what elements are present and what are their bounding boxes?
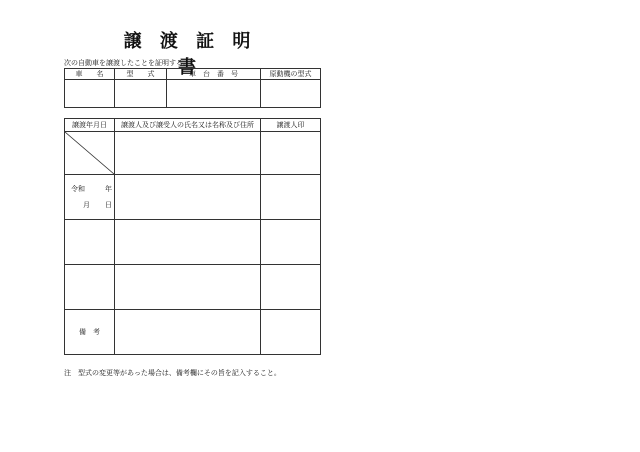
header-chassis-number: 車 台 番 号 [167, 69, 261, 80]
transfer-row [65, 265, 321, 310]
parties-field[interactable] [115, 220, 261, 265]
intro-text: 次の自動車を譲渡したことを証明する。 [64, 59, 190, 67]
seal-field[interactable] [261, 265, 321, 310]
transfer-row [65, 175, 321, 220]
header-car-name: 車 名 [65, 69, 115, 80]
seal-field[interactable] [261, 175, 321, 220]
transfer-date-cell[interactable] [65, 220, 115, 265]
parties-field[interactable] [115, 175, 261, 220]
transfer-row [65, 132, 321, 175]
seal-field[interactable] [261, 220, 321, 265]
date-day-unit: 日 [105, 201, 112, 209]
vehicle-table [64, 68, 321, 108]
diagonal-line [65, 132, 114, 174]
vehicle-header-row [65, 69, 321, 80]
car-name-field[interactable] [65, 80, 115, 108]
chassis-number-field[interactable] [167, 80, 261, 108]
transfer-row [65, 220, 321, 265]
parties-field[interactable] [115, 132, 261, 175]
date-year-unit: 年 [105, 185, 112, 193]
transfer-table [64, 118, 321, 355]
seal-field[interactable] [261, 132, 321, 175]
footnote: 注 型式の変更等があった場合は、備考欄にその旨を記入すること。 [64, 369, 281, 377]
date-month-unit: 月 [83, 201, 90, 209]
header-transfer-date: 譲渡年月日 [65, 119, 115, 132]
header-parties: 譲渡人及び譲受人の氏名又は名称及び住所 [115, 119, 261, 132]
model-field[interactable] [115, 80, 167, 108]
transfer-date-cell[interactable] [65, 175, 115, 220]
date-era: 令和 [71, 185, 85, 193]
document-title: 譲 渡 証 明 書 [123, 31, 257, 78]
remarks-row [65, 310, 321, 355]
header-engine-model: 原動機の型式 [261, 69, 321, 80]
transfer-header-row [65, 119, 321, 132]
transfer-date-cell[interactable] [65, 265, 115, 310]
remarks-field[interactable] [115, 310, 261, 355]
vehicle-data-row [65, 80, 321, 108]
remarks-seal-field[interactable] [261, 310, 321, 355]
header-model: 型 式 [115, 69, 167, 80]
diagonal-cell [65, 132, 115, 175]
remarks-label: 備 考 [65, 310, 115, 355]
header-seal: 譲渡人印 [261, 119, 321, 132]
parties-field[interactable] [115, 265, 261, 310]
engine-model-field[interactable] [261, 80, 321, 108]
